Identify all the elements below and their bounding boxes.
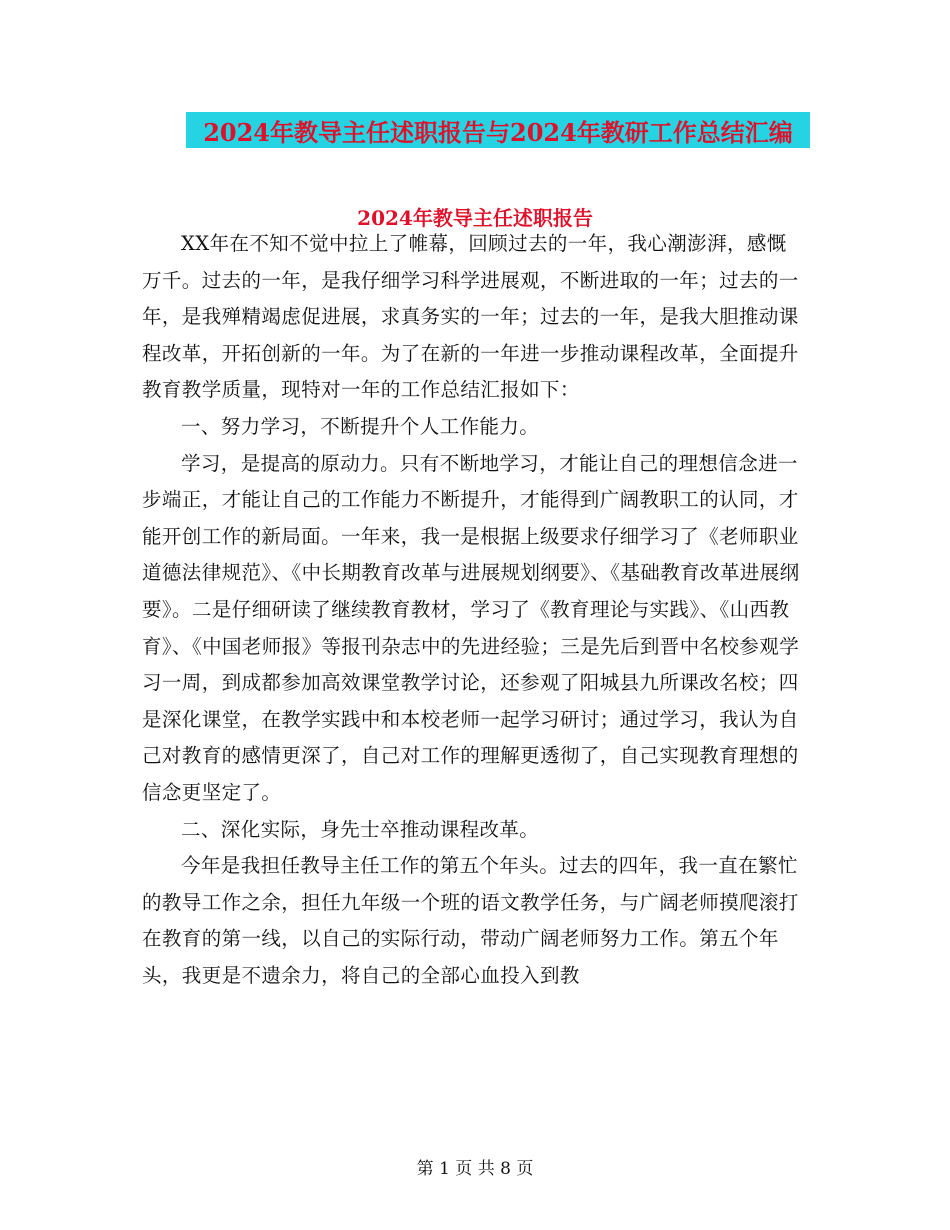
section-title: 2024年教导主任述职报告 — [357, 206, 593, 230]
paragraph-reform: 今年是我担任教导主任工作的第五个年头。过去的四年，我一直在繁忙的教导工作之余，担任九年级一个班的语文教学任务，与广阔老师摸爬滚打在教育的第一线，以自己的实际行动，带动广阔老师努力工作。第五个年头，我更是不遗余力，将自己的全部心血投入到教 — [142, 854, 799, 987]
heading-section-1: 一、努力学习，不断提升个人工作能力。 — [181, 414, 540, 438]
paragraph-intro: XX年在不知不觉中拉上了帷幕，回顾过去的一年，我心潮澎湃，感慨万千。过去的一年，是我仔细学习科学进展观，不断进取的一年；过去的一年，是我殚精竭虑促进展，求真务实的一年；过去的一年，是我大胆推动课程改革，开拓创新的一年。为了在新的一年进一步推动课程改革，全面提升教育教学质量，现特对一年的工作总结汇报如下： — [142, 232, 799, 402]
page-number-footer: 第 1 页 共 8 页 — [416, 1159, 534, 1179]
main-title-highlight — [186, 112, 810, 148]
paragraph-study: 学习，是提高的原动力。只有不断地学习，才能让自己的理想信念进一步端正，才能让自己的工作能力不断提升，才能得到广阔教职工的认同，才能开创工作的新局面。一年来，我一是根据上级要求仔细学习了《老师职业道德法律规范》、《中长期教育改革与进展规划纲要》、《基础教育改革进展纲要》。二是仔细研读了继续教育教材，学习了《教育理论与实践》、《山西教育》、《中国老师报》等报刊杂志中的先进经验；三是先后到晋中名校参观学习一周，到成都参加高效课堂教学讨论，还参观了阳城县九所课改名校；四是深化课堂，在教学实践中和本校老师一起学习研讨；通过学习，我认为自己对教育的感情更深了，自己对工作的理解更透彻了，自己实现教育理想的信念更坚定了。 — [142, 451, 800, 804]
body-text — [142, 226, 804, 994]
heading-section-2: 二、深化实际，身先士卒推动课程改革。 — [181, 817, 540, 841]
main-title: 2024年教导主任述职报告与2024年教研工作总结汇编 — [203, 117, 793, 147]
